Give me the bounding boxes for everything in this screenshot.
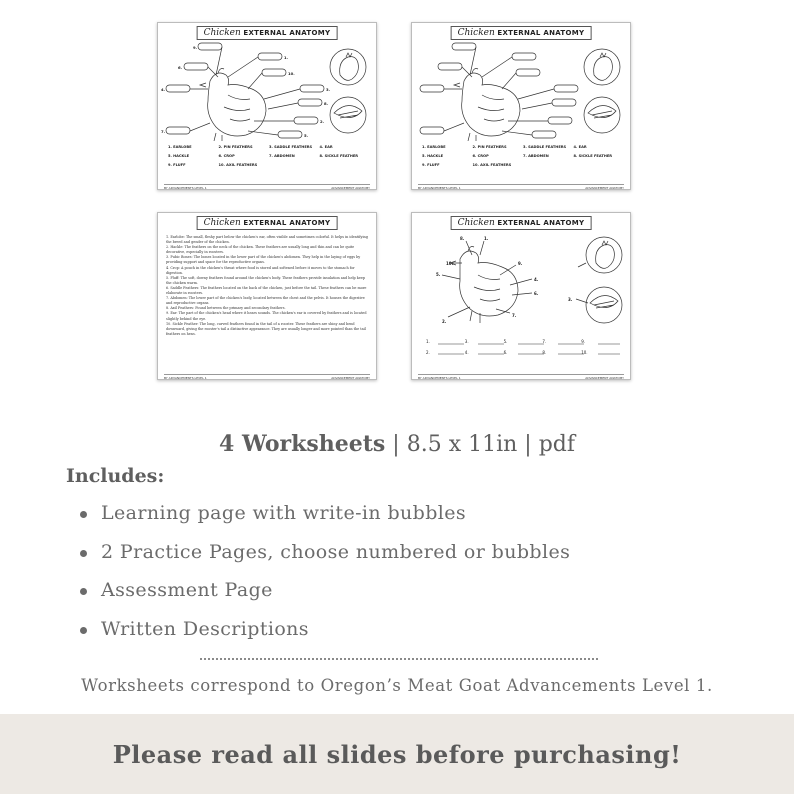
answer-number: 9. xyxy=(581,339,586,344)
callout-1: 1. xyxy=(484,236,489,241)
callout-3: 3. xyxy=(326,87,331,92)
term: 4. EAR xyxy=(319,145,333,149)
worksheet-footer xyxy=(164,184,370,190)
product-headline xyxy=(0,431,794,457)
callout-2: 2. xyxy=(442,319,447,324)
description-item: 4. Crop: A pouch in the chicken's throat where food is stored and softened before it moves to the stomach for digestion. xyxy=(166,265,355,275)
footer-left: BY ADVANCEMENTS LEVEL 1 xyxy=(418,376,461,380)
list-item xyxy=(80,618,570,657)
answer-number: 5. xyxy=(503,339,508,344)
term: 1. EARLOBE xyxy=(422,145,446,149)
chicken-diagram xyxy=(412,213,630,335)
callout-5: 5. xyxy=(436,272,441,277)
list-item-label: 2 Practice Pages, choose numbered or bubbles xyxy=(101,540,571,563)
notice-banner xyxy=(0,714,794,794)
title-caps: EXTERNAL ANATOMY xyxy=(243,219,331,227)
title-caps: EXTERNAL ANATOMY xyxy=(497,219,585,227)
term: 5. HACKLE xyxy=(168,154,190,158)
answer-number: 7. xyxy=(542,339,547,344)
term: 7. ABDOMEN xyxy=(523,154,549,158)
term: 2. PIN FEATHERS xyxy=(218,145,253,149)
callout-3: 3. xyxy=(568,297,573,302)
callout-9: 9. xyxy=(518,261,523,266)
term: 1. EARLOBE xyxy=(168,145,192,149)
callout-6: 6. xyxy=(178,65,183,70)
headline-count: 4 Worksheets xyxy=(219,431,386,457)
list-item xyxy=(80,579,570,618)
callout-7: 7. xyxy=(161,129,166,134)
footnote: Worksheets correspond to Oregon’s Meat Goat Advancements Level 1. xyxy=(81,676,713,695)
list-item-label: Written Descriptions xyxy=(101,617,309,640)
description-item: 1. Earlobe: The small, fleshy part below the chicken's ear, often visible and sometimes colorful. It helps in identifying the breed and gender of the chicken. xyxy=(166,235,368,245)
list-item xyxy=(80,502,570,541)
notice-text: Please read all slides before purchasing! xyxy=(112,739,682,769)
term: 3. SADDLE FEATHERS xyxy=(269,145,313,149)
term: 10. AXIL FEATHERS xyxy=(218,163,258,167)
headline-specs: | 8.5 x 11in | pdf xyxy=(385,432,575,457)
list-item xyxy=(80,541,570,580)
description-item: 8. Axil Feathers: Found between the primary and secondary feathers. xyxy=(166,306,286,311)
answer-number: 8. xyxy=(542,350,547,355)
dotted-divider xyxy=(200,658,598,660)
term: 3. SADDLE FEATHERS xyxy=(523,145,567,149)
answer-number: 6. xyxy=(503,350,508,355)
answer-number: 3. xyxy=(464,339,469,344)
callout-8: 8. xyxy=(460,236,465,241)
term: 6. CROP xyxy=(472,154,489,158)
callout-4: 4. xyxy=(534,277,539,282)
callout-2: 2. xyxy=(320,119,325,124)
term: 8. SICKLE FEATHER xyxy=(319,154,359,158)
term: 9. FLUFF xyxy=(422,163,440,167)
callout-5: 5. xyxy=(304,133,309,138)
term-bank xyxy=(422,145,620,167)
title-caps: EXTERNAL ANATOMY xyxy=(497,29,585,37)
title-script: Chicken xyxy=(457,218,495,228)
answer-number: 2. xyxy=(426,350,430,355)
footer-right: ADVANCEMENT ANATOMY xyxy=(585,376,624,380)
footer-right: ADVANCEMENT ANATOMY xyxy=(331,186,370,190)
footer-right: ADVANCEMENT ANATOMY xyxy=(331,376,370,380)
callout-6: 6. xyxy=(534,291,539,296)
answer-number: 4. xyxy=(464,350,469,355)
description-item: 10. Sickle Feather: The long, curved feathers found in the tail of a rooster. These feathers are shiny and bend downward, giving the rooster's tail a distinctive appearance. They are usually longer and more pointed than the tail feathers on hens. xyxy=(166,321,366,336)
term: 4. EAR xyxy=(573,145,587,149)
chicken-diagram xyxy=(158,23,376,141)
term-bank xyxy=(168,145,366,167)
term: 9. FLUFF xyxy=(168,163,186,167)
term: 7. ABDOMEN xyxy=(269,154,295,158)
callout-7: 7. xyxy=(512,313,517,318)
includes-list xyxy=(80,502,570,656)
bullet-icon xyxy=(80,511,87,518)
answer-number: 10. xyxy=(581,350,588,355)
callout-1: 1. xyxy=(284,55,289,60)
term: 8. SICKLE FEATHER xyxy=(573,154,613,158)
bullet-icon xyxy=(80,550,87,557)
callout-4: 4. xyxy=(161,87,166,92)
description-item: 2. Hackle: The feathers on the neck of the chicken. These feathers are usually long and thin and can be quite decorative, especially in roosters. xyxy=(166,245,355,255)
bullet-icon xyxy=(80,588,87,595)
footer-right: ADVANCEMENT ANATOMY xyxy=(585,186,624,190)
includes-label: Includes: xyxy=(66,465,165,487)
term: 5. HACKLE xyxy=(422,154,444,158)
term: 6. CROP xyxy=(218,154,235,158)
description-item: 7. Abdomen: The lower part of the chicken's body, located between the chest and the pelvis. It houses the digestive and reproductive organs. xyxy=(166,296,365,306)
callout-10: 10. xyxy=(288,71,295,76)
title-script: Chicken xyxy=(457,28,495,38)
title-script: Chicken xyxy=(203,28,241,38)
description-item: 6. Saddle Feathers: The feathers located on the back of the chicken, just before the tail. These feathers can be more elaborate in roosters. xyxy=(166,285,367,296)
description-item: 3. Pubic Bones: The bones located in the lower part of the chicken's abdomen. They help in the laying of eggs by providing support and space for the reproductive organs. xyxy=(166,255,361,265)
worksheet-footer xyxy=(418,184,624,190)
callout-8: 8. xyxy=(324,101,329,106)
title-caps: EXTERNAL ANATOMY xyxy=(243,29,331,37)
answer-number: 1. xyxy=(426,339,430,344)
term: 10. AXIL FEATHERS xyxy=(472,163,512,167)
term: 2. PIN FEATHERS xyxy=(472,145,507,149)
worksheet-thumb-descriptions xyxy=(157,212,377,380)
callout-10: 10. xyxy=(446,261,454,266)
description-list xyxy=(166,235,368,337)
list-item-label: Assessment Page xyxy=(101,579,273,601)
footer-left: BY ADVANCEMENTS LEVEL 1 xyxy=(164,186,207,190)
chicken-diagram xyxy=(412,23,630,141)
bullet-icon xyxy=(80,627,87,634)
footer-left: BY ADVANCEMENTS LEVEL 1 xyxy=(418,186,461,190)
description-item: 9. Ear: The part of the chicken's head where it hears sounds. The chicken's ear is covered by feathers and is located slightly behind the eye. xyxy=(166,311,367,321)
worksheet-thumb-practice-bubbles xyxy=(411,22,631,190)
answer-blanks xyxy=(426,339,620,355)
callout-9: 9. xyxy=(193,45,198,50)
footer-left: BY ADVANCEMENTS LEVEL 1 xyxy=(164,376,207,380)
worksheet-footer xyxy=(418,374,624,380)
list-item-label: Learning page with write-in bubbles xyxy=(101,502,467,524)
worksheet-thumb-learning xyxy=(157,22,377,190)
worksheet-thumb-numbered xyxy=(411,212,631,380)
worksheet-title xyxy=(197,216,338,230)
title-script: Chicken xyxy=(203,218,241,228)
worksheet-footer xyxy=(164,374,370,380)
description-item: 5. Fluff: The soft, downy feathers found around the chicken's body. These feathers provide insulation and help keep the chicken warm. xyxy=(166,275,366,285)
